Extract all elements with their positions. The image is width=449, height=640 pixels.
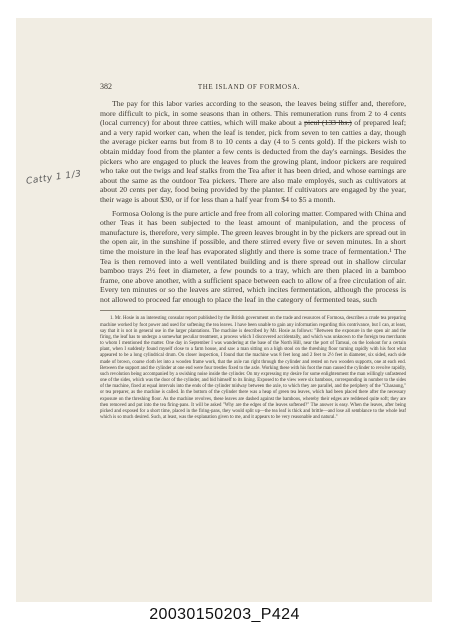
footnote: 1. Mr. Hosie in an interesting consular report published by the British government on the trade and resources of Formosa, describes a crude tea preparing machine worked by foot power and used for softening the tea leaves. I have been unable to gain any information regarding this contrivance, but I can, at least, say that it is not in general use in the larger plantations. The machine is described by Mr. Hosie as follows: "Between the exposure in the open air and the firing, the leaf has to undergo a somewhat peculiar treatment, a process which I discovered accidentally, and which was unknown to the foreign tea merchants to whom I mentioned the matter. One day in September I was wandering at the base of the North Hill, near the port of Tamsui, on the lookout for a certain plant, when I suddenly found myself close to a farm house, and saw a man sitting on a high stool on the threshing floor turning rapidly with his foot what appeared to be a long cylindrical drum. On closer inspection, I found that the machine was 8 feet long and 2 feet to 2½ feet in diameter, six sided, each side made of brown, coarse cloth let into a wooden frame work, that the axle ran right through the cylinder and rested on two wooden supports, one at each end. Between the support and the cylinder at one end were four trestles fixed to the axle. Working these with his foot the man caused the cylinder to revolve rapidly, such revolution being accompanied by a swishing noise inside the cylinder. On my expressing my desire for some enlightenment the man willingly unfastened one of the sides, which was the door of the cylinder, and bid himself to its lining. Exposed to the view were six bamboos, corresponding in number to the sides of the machine, fixed at equal intervals into the ends of the cylinder midway between the axle, to which they are parallel, and the periphery of the "Chasaung," or tea preparer, as the machine is called. In the bottom of the cylinder there was a heap of green tea leaves, which had been placed there after the necessary exposure on the threshing floor. As the machine revolves, these leaves are dashed against the bamboos, whereby their edges are reddened quite soft; they are then removed and put into the tea firing-pans. It will be asked "Why are the edges of the leaves softened?" The answer is easy. When the leaves, after being picked and exposed for a short time, placed in the firing-pans, they would split up—the tea leaf is thick and brittle—and lose all semblance to the whole leaf which is so much desired. Such, at least, was the explanation given to me, and it appears to be very reasonable and natural." xyxy=(100,316,406,420)
running-title: THE ISLAND OF FORMOSA. xyxy=(197,83,301,91)
image-caption: 20030150203_P424 xyxy=(149,606,300,623)
paragraph-1-text-a: The pay for this labor varies according to the season, the leaves being stiffer and, therefore, more difficult to pick, in some seasons than in others. This remuneration runs from 2 to 4 cents (local currency) for about three catties, which will make about a xyxy=(100,99,406,128)
struck-text: picul (133 lbs.) xyxy=(304,118,352,128)
page-number: 382 xyxy=(100,82,112,91)
page-content xyxy=(100,82,406,421)
footnote-divider xyxy=(100,310,406,311)
paragraph-labor-pay xyxy=(100,99,406,205)
handwritten-margin-note: Catty 1 1/3 xyxy=(25,169,83,187)
paragraph-oolong: Formosa Oolong is the pure article and free from all coloring matter. Compared with China and other Teas it has been subjected to the least amount of manipulation, and the process of manufacture is, therefore, very simple. The green leaves brought in by the pickers are spread out in the open air, in the sunshine if possible, and there stirred every five or seven minutes. In a short time the moisture in the leaf has evaporated slightly and there is some trace of fermentation.¹ The Tea is then removed into a well ventilated building and is there spread out in shallow circular bamboo trays 2½ feet in diameter, a few pounds to a tray, which are then placed in a bamboo frame, one above another, with a sufficient space between each to allow of a free circulation of air. Every ten minutes or so the leaves are stirred, which incites fermentation, although the process is not allowed to proceed far enough to place the leaf in the category of fermented teas, such xyxy=(100,208,406,304)
paragraph-1-text-b: of prepared leaf; and a very rapid worker can, when the leaf is tender, pick from seven to ten catties a day, though the average picker earns but from 8 to 10 cents a day (4 to 5 cents gold). If the pickers wish to obtain midday food from the planter a few cents is deducted from the day's earnings. Besides the pickers who are engaged to pluck the leaves from the growing plant, indoor pickers are required who take out the twigs and leaf stalks from the Tea after it has been dried, and whose earnings are about the same as the outdoor Tea pickers. There are also male employés, such as cultivators at about 20 cents per day, food being provided by the planter. If cultivators are engaged by the year, their wage is about $30, or if for less than a half year from $4 to $5 a month. xyxy=(100,118,407,204)
scanned-page xyxy=(16,18,432,602)
running-header xyxy=(100,82,406,91)
